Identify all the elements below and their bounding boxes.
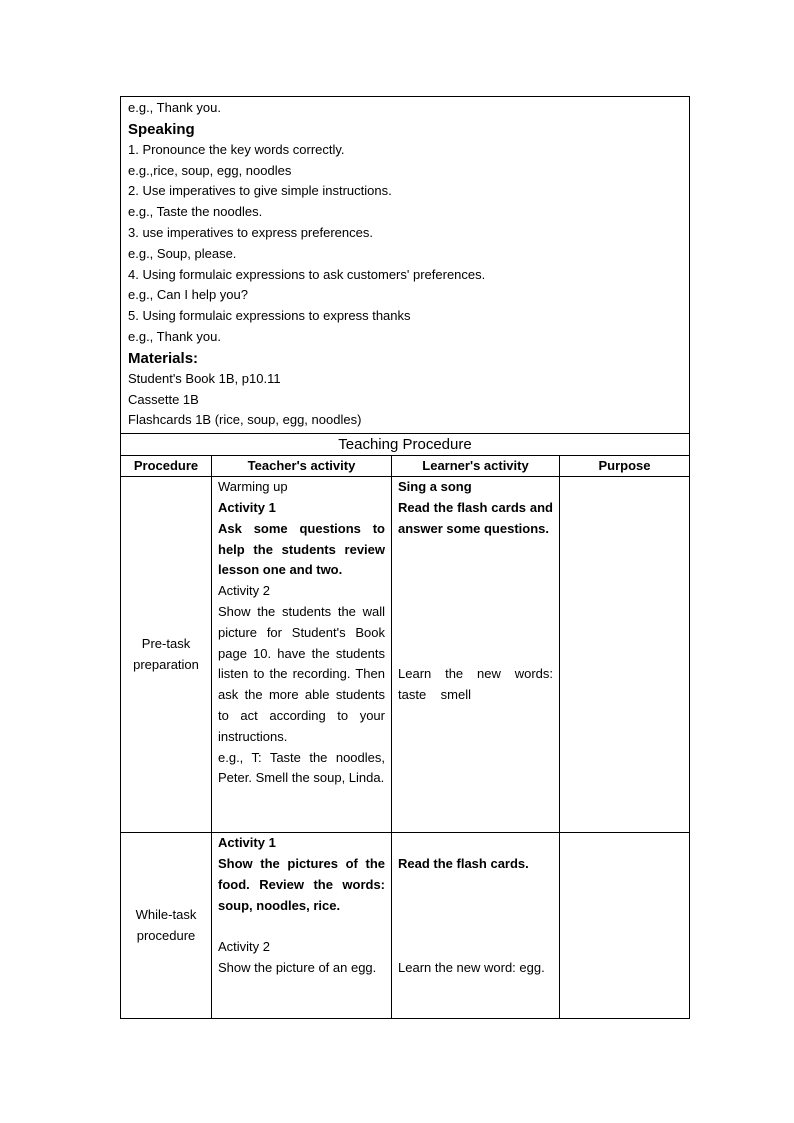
- speaking-heading: Speaking: [128, 120, 195, 138]
- activity-2-label: Activity 2: [218, 939, 271, 955]
- speaking-line: e.g.,rice, soup, egg, noodles: [128, 162, 292, 178]
- column-header-row: [121, 456, 690, 477]
- learner-line-2: Learn the new word: egg.: [398, 959, 545, 975]
- example-text: e.g., T: Taste the noodles, Peter. Smell the soup, Linda.: [218, 749, 385, 786]
- column-header-procedure: Procedure: [121, 456, 212, 477]
- materials-line: Flashcards 1B (rice, soup, egg, noodles): [128, 412, 362, 428]
- speaking-line: e.g., Can I help you?: [128, 287, 248, 303]
- speaking-line: e.g., Soup, please.: [128, 245, 237, 261]
- speaking-line: 1. Pronounce the key words correctly.: [128, 141, 345, 157]
- intro-cell: [121, 97, 690, 434]
- activity-1-label: Activity 1: [218, 499, 276, 515]
- lesson-plan-table: [120, 96, 690, 1019]
- activity-1-text: Ask some questions to help the students review lesson one and two.: [218, 520, 385, 578]
- teaching-procedure-title-row: [121, 434, 690, 456]
- procedure-cell: Pre-task preparation: [121, 477, 212, 833]
- activity-1-label: Activity 1: [218, 835, 276, 851]
- column-header-purpose: Purpose: [560, 456, 690, 477]
- teacher-activity-cell: [212, 477, 392, 833]
- speaking-line: e.g., Taste the noodles.: [128, 204, 263, 220]
- column-header-teacher-activity: Teacher's activity: [212, 456, 392, 477]
- speaking-line: 5. Using formulaic expressions to express thanks: [128, 308, 411, 324]
- activity-2-text: Show the students the wall picture for Student's Book page 10. have the students listen to the recording. Then ask the more able students to act according to your instructions.: [218, 603, 385, 744]
- column-header-learner-activity: Learner's activity: [392, 456, 560, 477]
- learner-line-1: Sing a song: [398, 479, 472, 495]
- learner-activity-cell: [392, 833, 560, 1019]
- while-task-row: [121, 833, 690, 1019]
- warming-up-label: Warming up: [218, 479, 288, 495]
- speaking-line: 4. Using formulaic expressions to ask customers' preferences.: [128, 266, 486, 282]
- purpose-cell: [560, 477, 690, 833]
- learner-line-3: Learn the new words: taste smell: [398, 666, 557, 703]
- learner-line-1: Read the flash cards.: [398, 855, 529, 871]
- activity-2-label: Activity 2: [218, 583, 271, 599]
- intro-row: [121, 97, 690, 434]
- intro-top-line: e.g., Thank you.: [128, 100, 221, 115]
- pre-task-row: [121, 477, 690, 833]
- materials-line: Student's Book 1B, p10.11: [128, 370, 281, 386]
- speaking-line: e.g., Thank you.: [128, 328, 221, 344]
- activity-1-text: Show the pictures of the food. Review the words: soup, noodles, rice.: [218, 855, 385, 913]
- activity-2-text: Show the picture of an egg.: [218, 959, 377, 975]
- learner-line-2: Read the flash cards and answer some questions.: [398, 499, 553, 536]
- speaking-line: 3. use imperatives to express preferences.: [128, 224, 373, 240]
- materials-heading: Materials:: [128, 349, 199, 367]
- procedure-cell: While-task procedure: [121, 833, 212, 1019]
- teaching-procedure-title: Teaching Procedure: [121, 434, 690, 456]
- purpose-cell: [560, 833, 690, 1019]
- learner-activity-cell: [392, 477, 560, 833]
- teacher-activity-cell: [212, 833, 392, 1019]
- materials-line: Cassette 1B: [128, 391, 199, 407]
- speaking-line: 2. Use imperatives to give simple instructions.: [128, 183, 392, 199]
